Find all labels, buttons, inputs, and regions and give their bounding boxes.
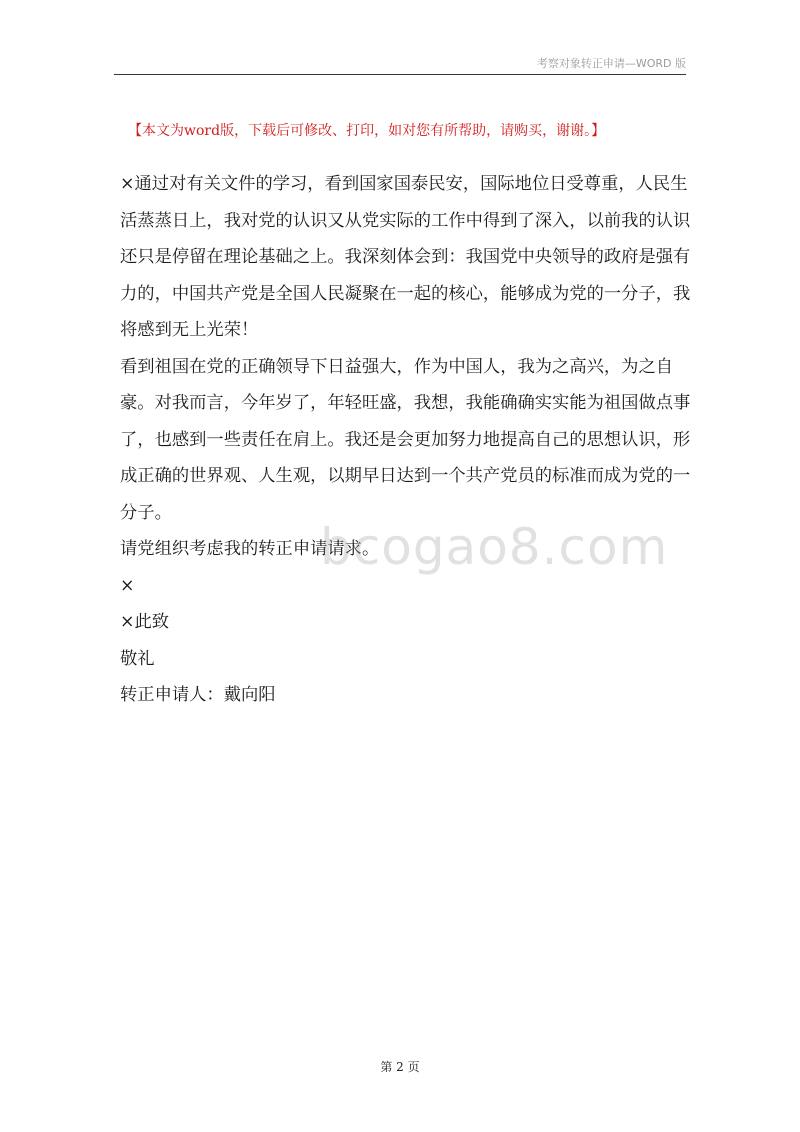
document-body xyxy=(120,166,692,714)
paragraph-mark: × xyxy=(120,575,135,596)
paragraph-intro: ×通过对有关文件的学习，看到国家国泰民安，国际地位日受尊重，人民生活蒸蒸日上，我对党的认识又从党实际的工作中得到了深入，以前我的认识还只是停留在理论基础之上。我深刻体会到：我国党中央领导的政府是强有力的，中国共产党是全国人民凝聚在一起的核心，能够成为党的一分子，我将感到无上光荣！ xyxy=(120,174,691,340)
header-divider xyxy=(114,74,686,75)
watermark: bcogao8.com xyxy=(320,518,669,576)
purchase-notice: 【本文为word版，下载后可修改、打印，如对您有所帮助，请购买，谢谢。】 xyxy=(128,123,606,139)
paragraph-signature: 转正申请人：戴向阳 xyxy=(120,685,276,705)
paragraph-motherland: 看到祖国在党的正确领导下日益强大，作为中国人，我为之高兴，为之自豪。对我而言，今年岁了，年轻旺盛，我想，我能确确实实能为祖国做点事了，也感到一些责任在肩上。我还是会更加努力地提高自己的思想认识，形成正确的世界观、人生观，以期早日达到一个共产党员的标准而成为党的一分子。 xyxy=(120,356,691,523)
header-title: 考察对象转正申请—WORD 版 xyxy=(536,57,686,70)
paragraph-closing: ×此致 xyxy=(120,612,170,632)
page-number: 第 2 页 xyxy=(380,1060,420,1074)
paragraph-salute: 敬礼 xyxy=(120,648,155,669)
paragraph-request: 请党组织考虑我的转正申请请求。 xyxy=(120,539,380,559)
